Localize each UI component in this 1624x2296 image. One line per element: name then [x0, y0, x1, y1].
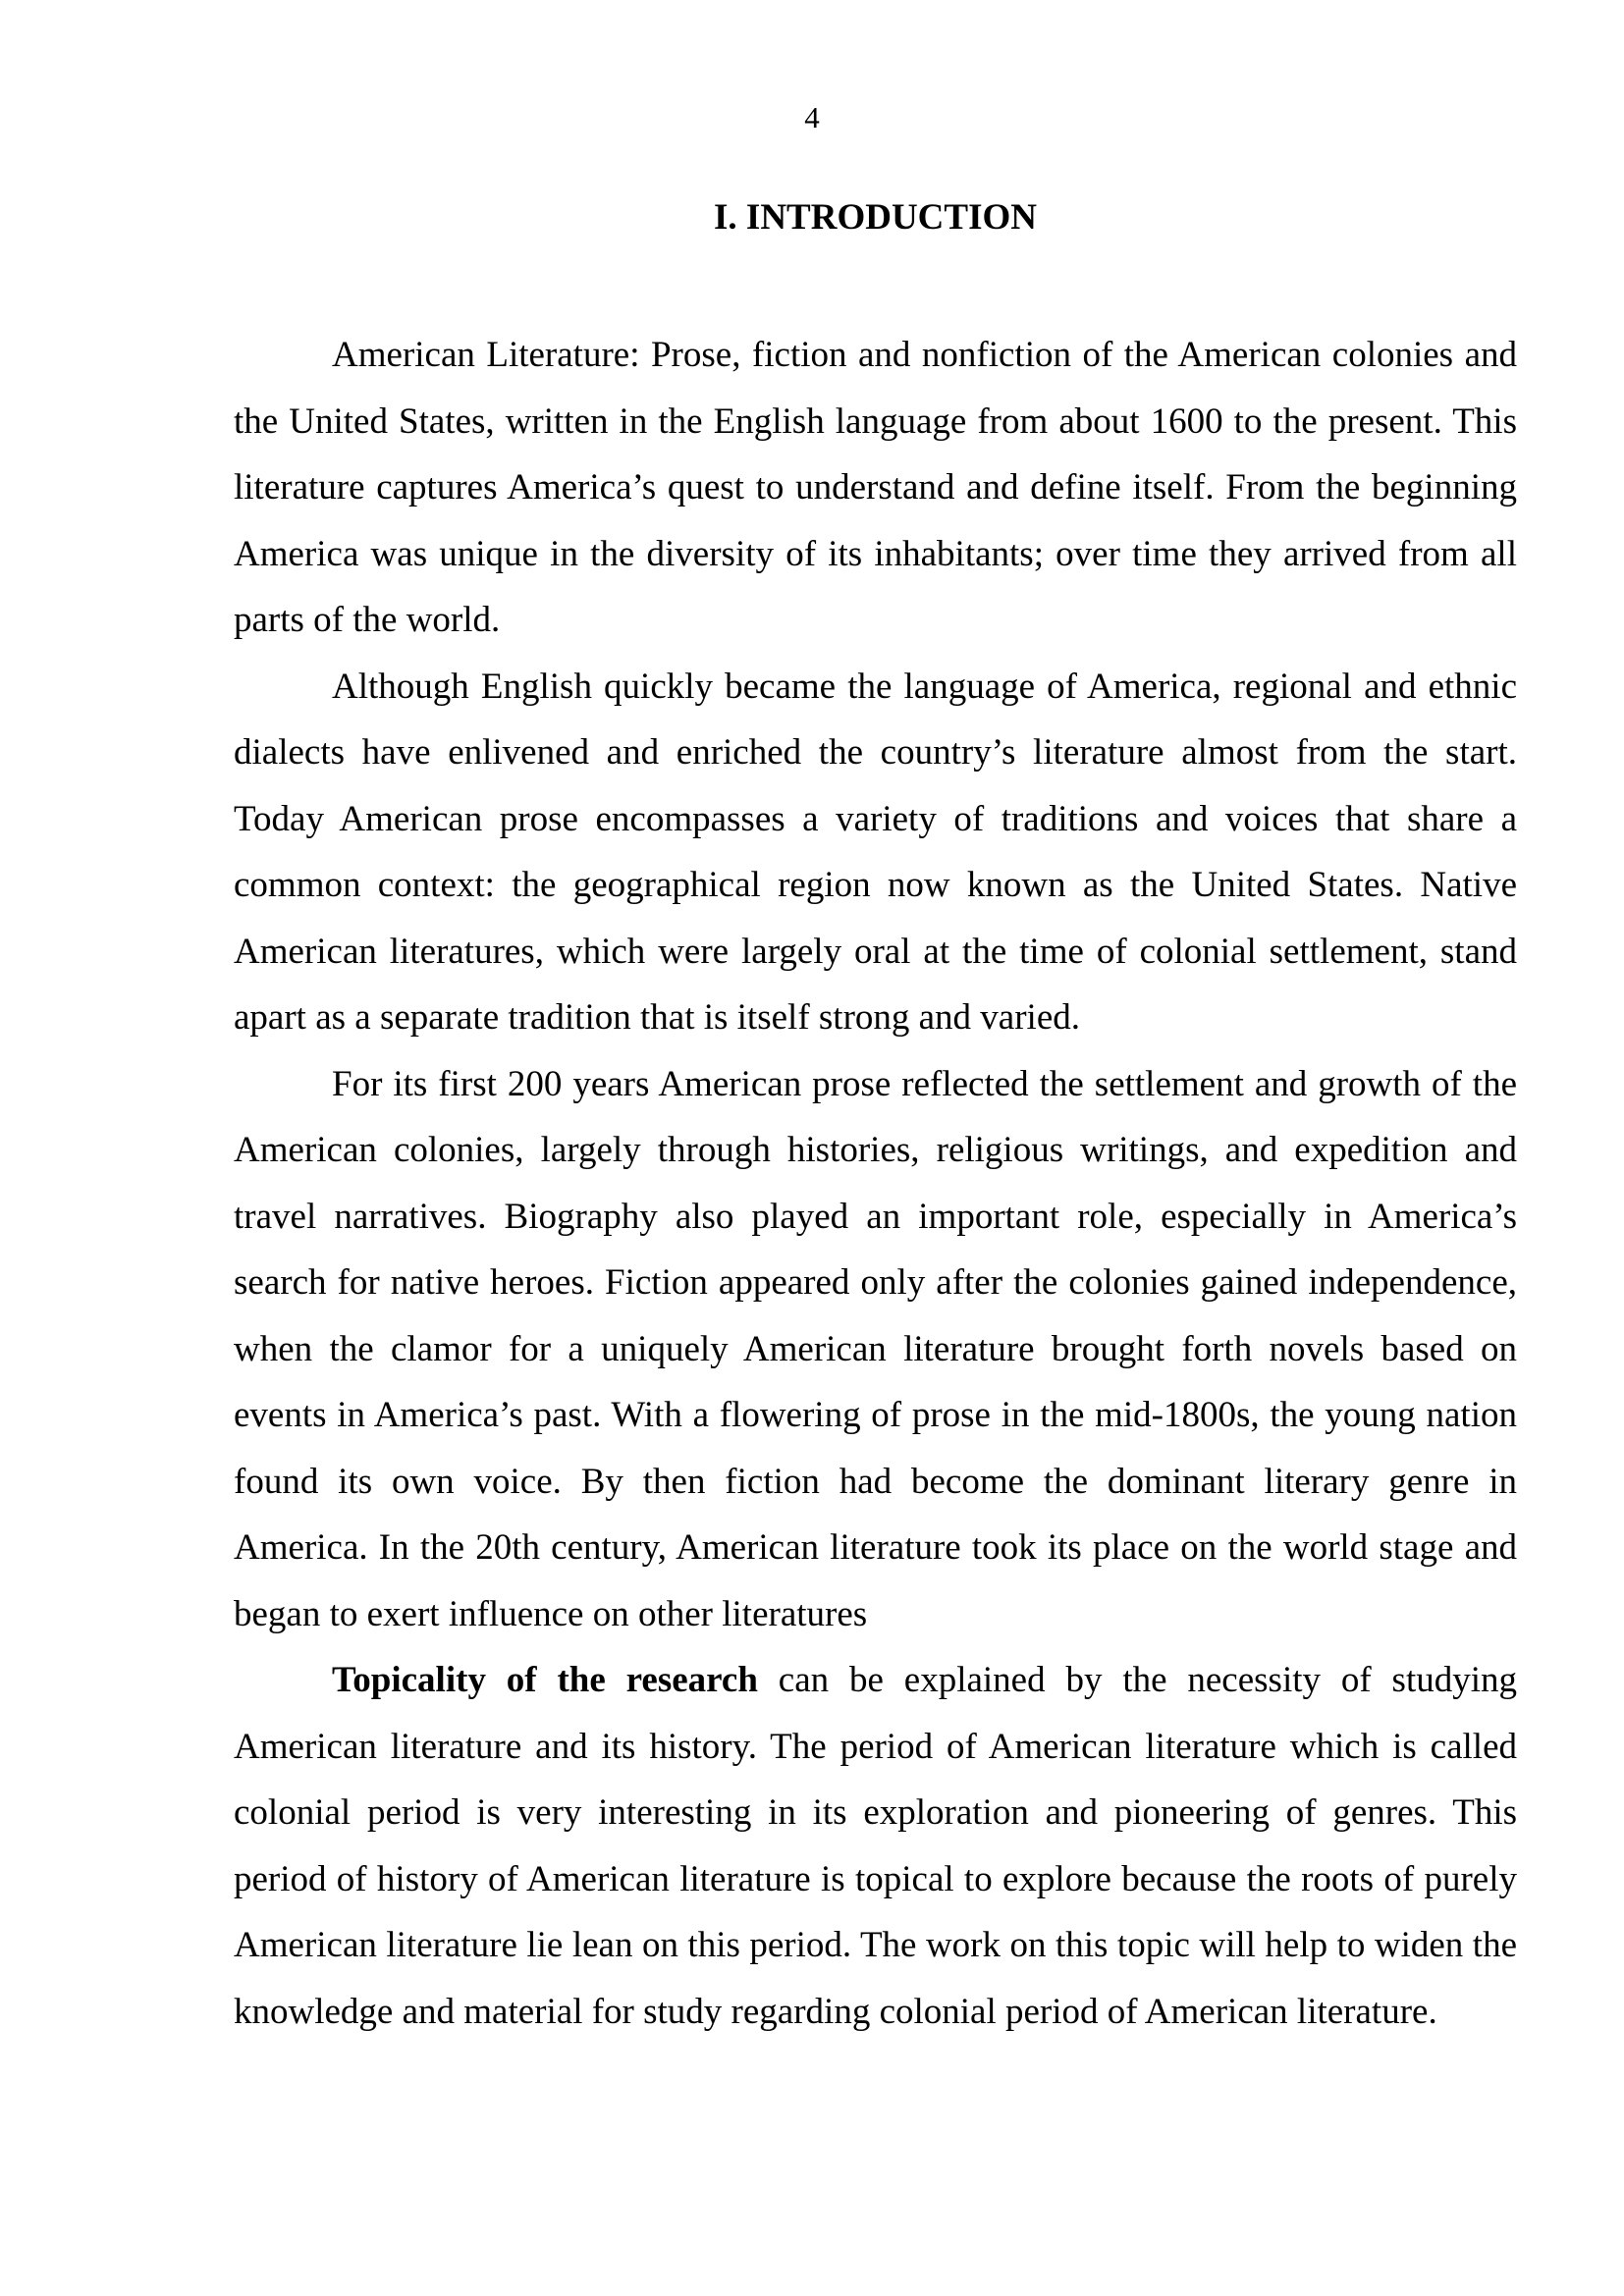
paragraph-text: can be explained by the necessity of studying American literature and its history. The period of American literature which is called colonial period is very interesting in its exploration and pioneering of genres. This period of history of American literature is topical to explore because the roots of purely American literature lie lean on this period. The work on this topic will help to widen the knowledge and material for study regarding colonial period of American literature.: [234, 1660, 1517, 2032]
paragraph-history: [234, 1051, 1517, 1648]
paragraph-text: For its first 200 years American prose reflected the settlement and growth of the American colonies, largely through histories, religious writings, and expedition and travel narratives. Biography also played an important role, especially in America’s search for native heroes. Fiction appeared only after the colonies gained independence, when the clamor for a uniquely American literature brought forth novels based on events in America’s past. With a flowering of prose in the mid-1800s, the young nation found its own voice. By then fiction had become the dominant literary genre in America. In the 20th century, American literature took its place on the world stage and began to exert influence on other literatures: [234, 1063, 1517, 1634]
body-text: [234, 322, 1517, 2045]
paragraph-definition: [234, 322, 1517, 654]
paragraph-topicality: [234, 1647, 1517, 2045]
page-number: 4: [804, 100, 820, 134]
paragraph-language: [234, 654, 1517, 1051]
section-heading: I. INTRODUCTION: [714, 197, 1037, 238]
paragraph-lead: Topicality of the research: [332, 1660, 758, 1700]
paragraph-text: Although English quickly became the language of America, regional and ethnic dialects have enlivened and enriched the country’s literature almost from the start. Today American prose encompasses a variety of traditions and voices that share a common context: the geographical region now known as the United States. Native American literatures, which were largely oral at the time of colonial settlement, stand apart as a separate tradition that is itself strong and varied.: [234, 666, 1517, 1038]
paragraph-text: American Literature: Prose, fiction and nonfiction of the American colonies and the United States, written in the English language from about 1600 to the present. This literature captures America’s quest to understand and define itself. From the beginning America was unique in the diversity of its inhabitants; over time they arrived from all parts of the world.: [234, 335, 1517, 640]
